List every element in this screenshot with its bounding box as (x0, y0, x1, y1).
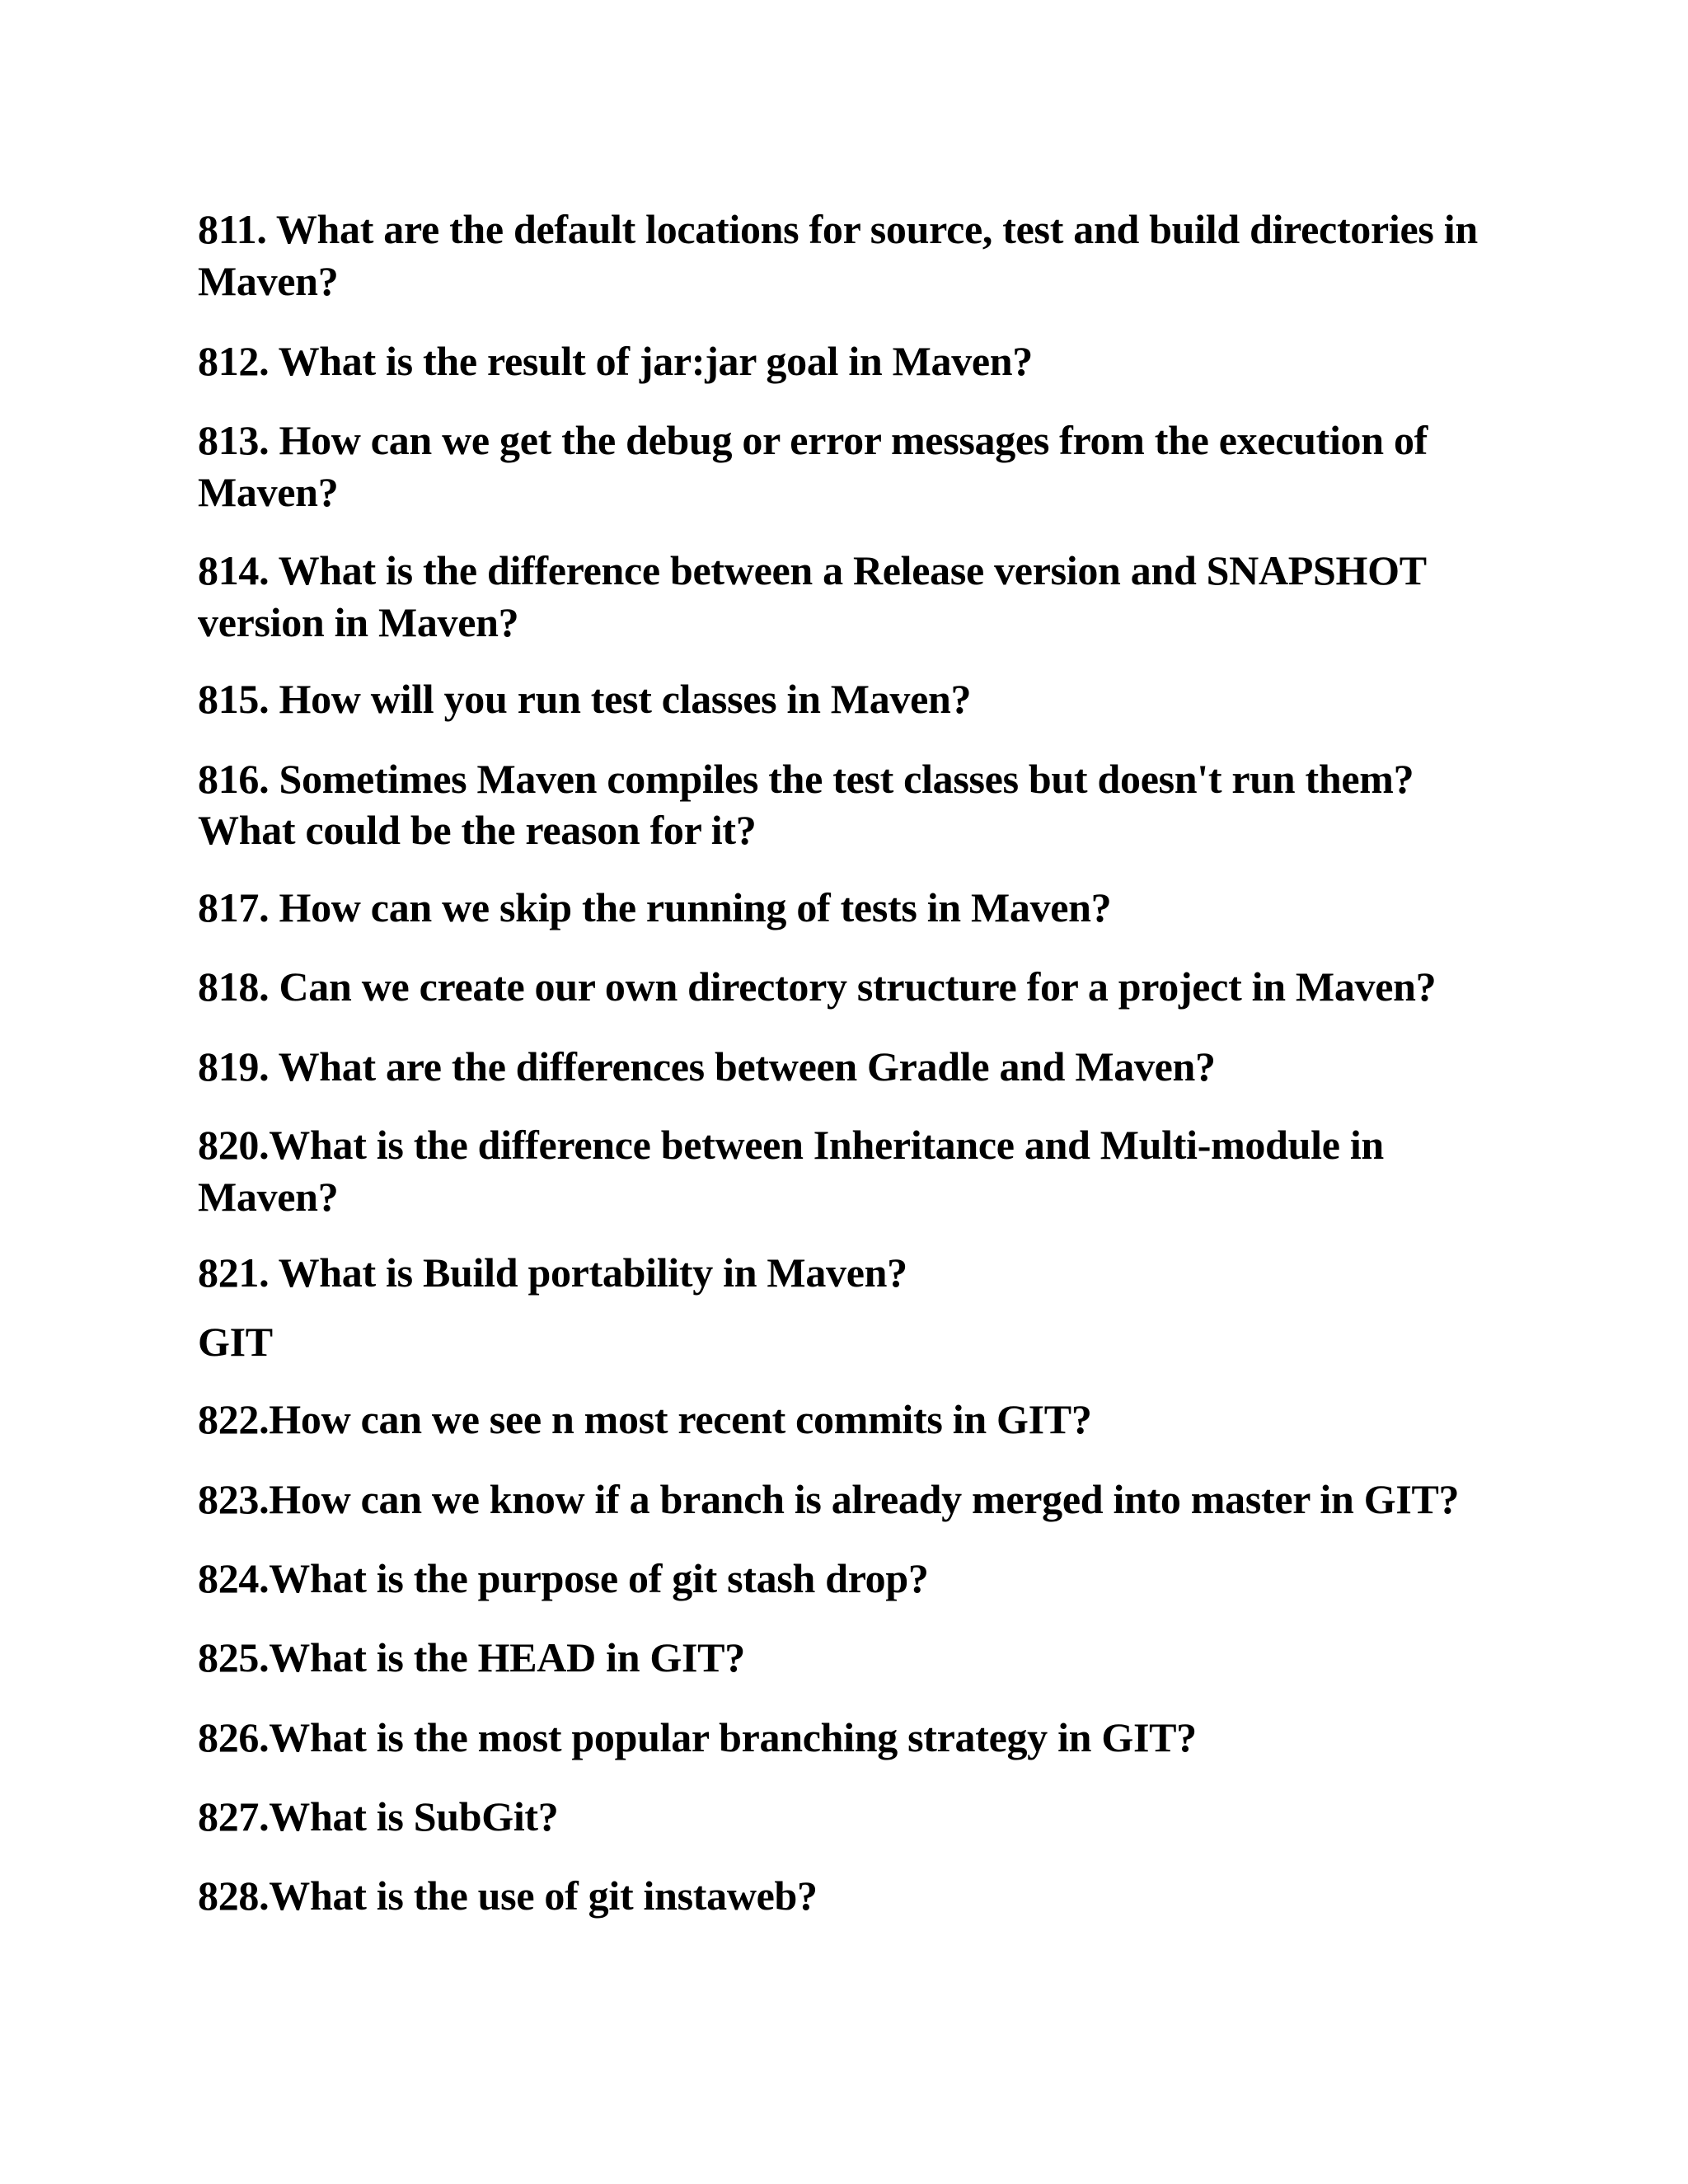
question-826: 826.What is the most popular branching strategy in GIT? (198, 1714, 1197, 1760)
question-828: 828.What is the use of git instaweb? (198, 1872, 818, 1919)
section-heading-git: GIT (198, 1319, 273, 1365)
question-811-line-2: Maven? (198, 258, 339, 304)
question-815: 815. How will you run test classes in Maven? (198, 676, 972, 722)
question-819: 819. What are the differences between Gradle and Maven? (198, 1043, 1216, 1090)
question-824: 824.What is the purpose of git stash drop? (198, 1555, 929, 1601)
question-813-line-1: 813. How can we get the debug or error messages from the execution of (198, 417, 1428, 463)
question-822: 822.How can we see n most recent commits in GIT? (198, 1396, 1092, 1442)
question-811-line-1: 811. What are the default locations for source, test and build directories in (198, 206, 1478, 252)
question-823: 823.How can we know if a branch is already merged into master in GIT? (198, 1476, 1460, 1522)
question-812: 812. What is the result of jar:jar goal in Maven? (198, 338, 1034, 384)
question-816-line-2: What could be the reason for it? (198, 807, 757, 853)
question-816-line-1: 816. Sometimes Maven compiles the test classes but doesn't run them? (198, 756, 1414, 802)
question-827: 827.What is SubGit? (198, 1793, 559, 1840)
question-820-line-2: Maven? (198, 1174, 339, 1220)
question-820-line-1: 820.What is the difference between Inheritance and Multi-module in (198, 1122, 1384, 1168)
question-821: 821. What is Build portability in Maven? (198, 1249, 907, 1296)
question-817: 817. How can we skip the running of tests in Maven? (198, 884, 1112, 930)
question-814-line-1: 814. What is the difference between a Release version and SNAPSHOT (198, 547, 1427, 593)
question-825: 825.What is the HEAD in GIT? (198, 1634, 745, 1680)
question-814-line-2: version in Maven? (198, 599, 519, 645)
question-818: 818. Can we create our own directory structure for a project in Maven? (198, 963, 1437, 1010)
question-813-line-2: Maven? (198, 469, 339, 515)
